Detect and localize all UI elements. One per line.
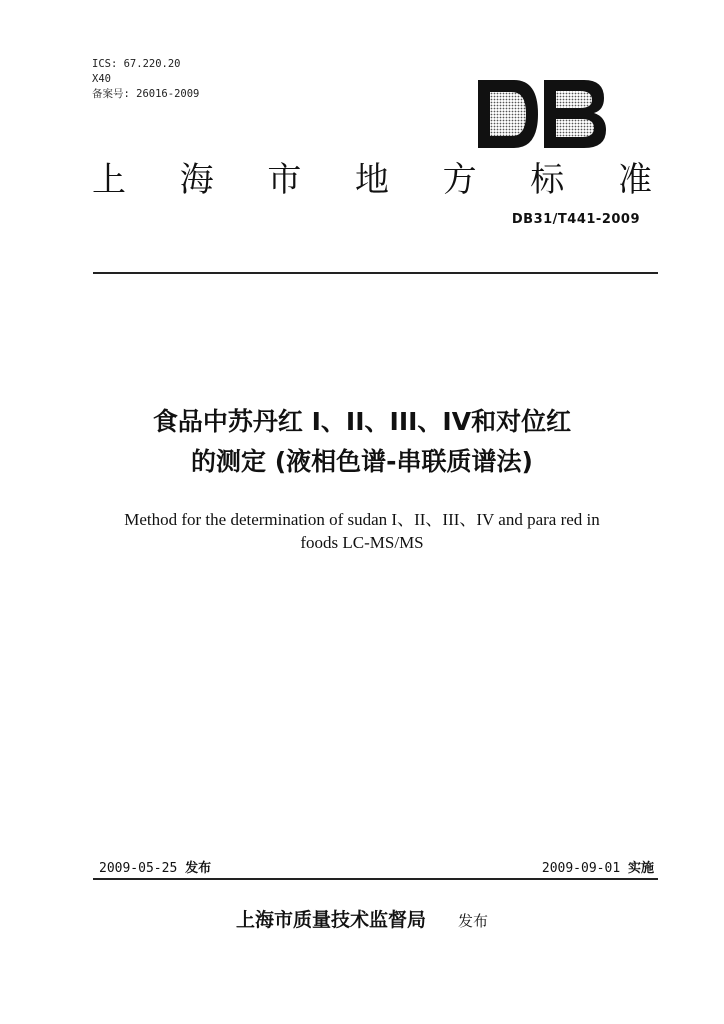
english-title [60,508,664,554]
chinese-title-line-2: 的测定 (液相色谱-串联质谱法) [191,447,533,476]
top-divider [93,272,658,274]
standard-code: DB31/T441-2009 [511,212,640,227]
publish-label: 发布 [185,861,212,876]
title-char: 市 [267,160,302,200]
bottom-divider [93,878,658,880]
metadata-block [92,57,199,102]
title-char: 方 [442,160,477,200]
issuer-line [0,905,724,932]
title-char: 上 [92,160,126,200]
classification-code: X40 [92,73,111,85]
issuer-verb: 发布 [458,912,489,930]
effective-date: 2009-09-01 [541,861,621,876]
english-title-line-1: Method for the determination of sudan I、II、III、IV and para red in [124,510,600,529]
date-row [99,857,654,876]
publish-date-block [99,857,211,876]
title-char: 地 [354,160,389,200]
english-title-line-2: foods LC-MS/MS [300,533,424,552]
chinese-title-line-1: 食品中苏丹红 I、II、III、IV和对位红 [152,407,572,436]
db-logo [472,74,612,154]
publish-date: 2009-05-25 [99,861,178,876]
effective-label: 实施 [627,861,654,876]
title-char: 标 [530,160,565,200]
standard-type-title [92,158,652,202]
ics-code: ICS: 67.220.20 [92,58,181,70]
effective-date-block [542,857,654,876]
title-char: 海 [179,160,214,200]
chinese-title [60,402,664,482]
title-char: 准 [617,160,652,200]
issuing-organization: 上海市质量技术监督局 [235,909,426,931]
record-number: 备案号: 26016-2009 [92,88,200,100]
